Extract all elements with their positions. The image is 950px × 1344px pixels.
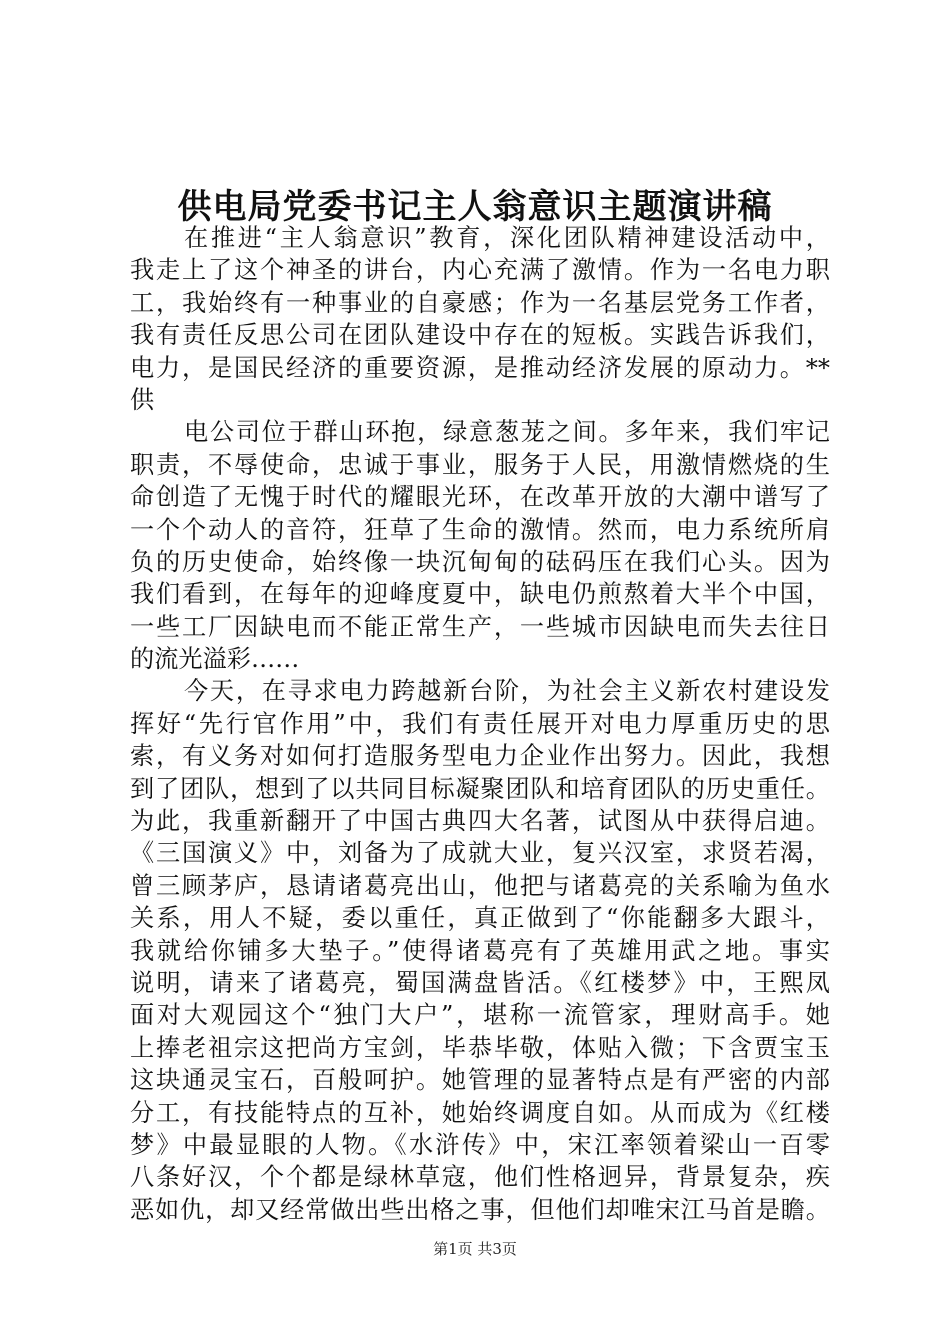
text-line: 我有责任反思公司在团队建设中存在的短板。实践告诉我们，	[130, 321, 830, 350]
text-line: 我们看到，在每年的迎峰度夏中，缺电仍煎熬着大半个中国，	[130, 580, 830, 609]
text-line: 我走上了这个神圣的讲台，内心充满了激情。作为一名电力职	[130, 256, 830, 285]
text-line: 一些工厂因缺电而不能正常生产，一些城市因缺电而失去往日	[130, 612, 830, 641]
text-line: 到了团队，想到了以共同目标凝聚团队和培育团队的历史重任。	[130, 774, 830, 803]
text-line: 的流光溢彩……	[130, 645, 300, 674]
text-line: 梦》中最显眼的人物。《水浒传》中，宋江率领着梁山一百零	[130, 1130, 830, 1159]
text-line: 索，有义务对如何打造服务型电力企业作出努力。因此，我想	[130, 742, 830, 771]
page-indicator: 第1页 共3页	[433, 1240, 517, 1258]
text-line: 分工，有技能特点的互补，她始终调度自如。从而成为《红楼	[130, 1098, 830, 1127]
text-line: 一个个动人的音符，狂草了生命的激情。然而，电力系统所肩	[130, 515, 830, 544]
text-line: 职责，不辱使命，忠诚于事业，服务于人民，用激情燃烧的生	[130, 450, 830, 479]
text-line: 八条好汉，个个都是绿林草寇，他们性格迥异，背景复杂，疾	[130, 1163, 830, 1192]
text-line: 今天，在寻求电力跨越新台阶，为社会主义新农村建设发	[184, 677, 830, 706]
text-line: 曾三顾茅庐，恳请诸葛亮出山，他把与诸葛亮的关系喻为鱼水	[130, 871, 830, 900]
paragraph-1	[130, 222, 830, 416]
text-line: 命创造了无愧于时代的耀眼光环，在改革开放的大潮中谱写了	[130, 483, 830, 512]
text-line: 电力，是国民经济的重要资源，是推动经济发展的原动力。**	[130, 353, 830, 382]
document-title: 供电局党委书记主人翁意识主题演讲稿	[177, 187, 773, 227]
text-line: 这块通灵宝石，百般呵护。她管理的显著特点是有严密的内部	[130, 1066, 830, 1095]
text-line: 供	[130, 385, 155, 414]
text-line: 面对大观园这个“独门大户”，堪称一流管家，理财高手。她	[130, 1001, 830, 1030]
text-line: 上捧老祖宗这把尚方宝剑，毕恭毕敬，体贴入微；下含贾宝玉	[130, 1033, 830, 1062]
text-line: 工，我始终有一种事业的自豪感；作为一名基层党务工作者，	[130, 288, 830, 317]
text-line: 《三国演义》中，刘备为了成就大业，复兴汉室，求贤若渴，	[130, 839, 830, 868]
text-line: 为此，我重新翻开了中国古典四大名著，试图从中获得启迪。	[130, 807, 830, 836]
text-line: 挥好“先行官作用”中，我们有责任展开对电力厚重历史的思	[130, 709, 830, 738]
text-line: 电公司位于群山环抱，绿意葱茏之间。多年来，我们牢记	[184, 418, 830, 447]
document-body	[130, 222, 830, 1226]
text-line: 负的历史使命，始终像一块沉甸甸的砝码压在我们心头。因为	[130, 547, 830, 576]
text-line: 说明，请来了诸葛亮，蜀国满盘皆活。《红楼梦》中，王熙凤	[130, 968, 830, 997]
text-line: 在推进“主人翁意识”教育，深化团队精神建设活动中，	[184, 224, 830, 252]
paragraph-2	[130, 416, 830, 675]
text-line: 恶如仇，却又经常做出些出格之事，但他们却唯宋江马首是瞻。	[130, 1195, 830, 1224]
text-line: 我就给你铺多大垫子。”使得诸葛亮有了英雄用武之地。事实	[130, 936, 830, 965]
text-line: 关系，用人不疑，委以重任，真正做到了“你能翻多大跟斗，	[130, 904, 830, 933]
paragraph-3	[130, 675, 830, 1226]
